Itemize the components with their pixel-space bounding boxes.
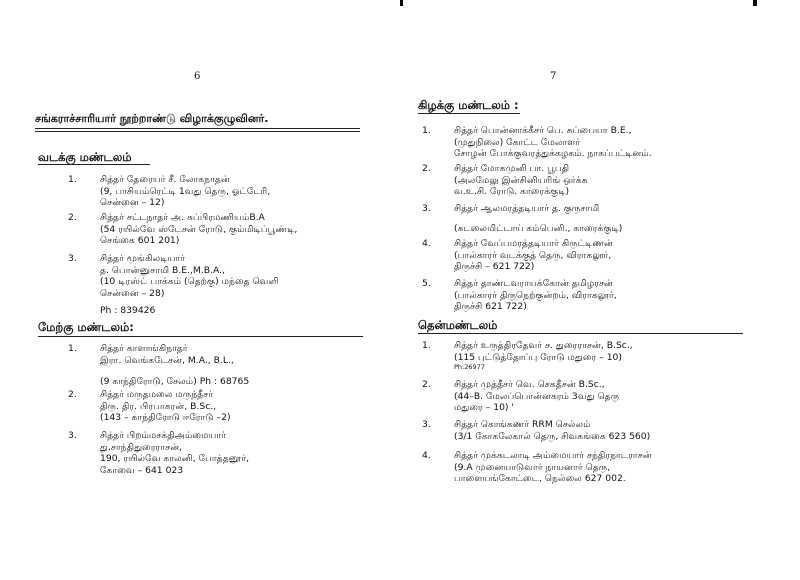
item-line: திருச்சி – 621 722)	[454, 261, 535, 272]
item-line: (54 ரயில்வே ஸ்டேசன் ரோடு, கும்மிடிப்பூண்டி,	[100, 223, 298, 235]
item-number: 1.	[68, 343, 77, 354]
page-number: 6	[194, 71, 201, 82]
section-underline	[418, 333, 743, 334]
item-number: 2.	[68, 389, 77, 400]
item-number: 3.	[422, 419, 431, 430]
page-number: 7	[550, 71, 557, 82]
item-line: சித்தர் மோகமுனி பா. பூபதி	[454, 163, 570, 174]
item-number: 1.	[422, 340, 431, 351]
item-line: சித்தர் முத்தீசர் வெ. செகதீசன் B.Sc.,	[454, 379, 605, 390]
item-line: சென்னை – 12)	[100, 197, 165, 208]
item-line: சித்தர் மூங்கிலடியார்	[100, 253, 186, 264]
item-number: 1.	[68, 174, 77, 185]
item-line: சென்னை – 28)	[100, 287, 165, 299]
item-line: (3/1 கோகலேகால் தெரு, சிவகங்கை 623 560)	[454, 430, 651, 442]
item-line: 190, ரயில்வே காலனி, போத்தனூர்,	[100, 453, 250, 464]
item-line: (முதுநிலை) கோட்ட மேலாளர்	[454, 136, 581, 148]
item-line: சோழன் போக்குவரத்துக்கழகம். நாகப்பட்டினம்.	[454, 148, 652, 159]
item-line: Ph : 839426	[100, 305, 156, 316]
item-number: 3.	[68, 253, 77, 264]
title-underline-bottom	[35, 131, 360, 132]
item-number: 3.	[68, 430, 77, 441]
section-underline	[418, 113, 520, 114]
item-line: (44–B. மேலப்பொன்னகரம் 3வது தெரு	[454, 390, 620, 402]
page-title: சங்கராச்சாரியார் நூற்றாண்டு விழாக்குழுவினர்.	[35, 112, 269, 125]
item-number: 4.	[422, 238, 431, 249]
item-line: சித்தர் தாண்டவராயக்கோன் தமிழரசன்	[454, 278, 613, 289]
item-line: சித்தர் முக்கடலாடி அம்மையார் சந்திரநாடராசன்	[454, 450, 652, 461]
item-line: செங்கை 601 201)	[100, 235, 180, 246]
item-line: சித்தர் சட்டநாதர் அ. சுப்பிரமணியம்B.A	[100, 212, 265, 223]
section-heading-north: வடக்கு மண்டலம்	[38, 150, 132, 164]
section-heading-west: மேற்கு மண்டலம்:	[38, 320, 134, 334]
item-number: 5.	[422, 278, 431, 289]
item-line: பாளையங்கோட்டை, நெல்லை 627 002.	[454, 473, 626, 484]
item-line: கோவை – 641 023	[100, 464, 184, 476]
item-number: 2.	[422, 379, 431, 390]
item-line: த. பொன்னுசாமி B.E.,M.B.A.,	[100, 264, 225, 276]
item-line: (115 புட்டுத்தோப்பு ரோடு மதுரை – 10)	[454, 351, 622, 363]
item-line: இரா. வெங்கடேசன், M.A., B.L.,	[100, 354, 234, 366]
section-underline	[38, 336, 363, 337]
section-heading-south: தென்மண்டலம்	[418, 318, 498, 332]
item-line	[100, 366, 249, 376]
section-heading-east: கிழக்கு மண்டலம் :	[418, 98, 519, 112]
item-number: 2.	[422, 163, 431, 174]
section-underline	[38, 164, 150, 165]
item-line: (கடலைமிட்டாய் கம்பெனி., காரைக்குடி)	[454, 222, 623, 234]
item-line: (பால்காரர் திருநெற்குன்றம், விராகலூர்,	[454, 289, 617, 301]
item-line: (9, பாசியம்ரெட்டி 1வது தெரு, ஓட்டேரி,	[100, 185, 271, 197]
scan-mark	[400, 0, 403, 6]
item-line: சித்தர் உருத்திரதேவர் ச. துரைராசன், B.Sc.,	[454, 340, 633, 351]
item-line	[454, 215, 622, 223]
item-line: சித்தர் வேப்பமரத்தடியார் கிருட்டிணன்	[454, 238, 613, 249]
item-line: சித்தர் மருதமலை மருந்தீசர்	[100, 389, 214, 400]
item-line: (10 டிரஸ்ட் பாக்கம் (தெற்கு) மந்தை வெளி	[100, 276, 279, 287]
scan-mark	[753, 0, 757, 6]
item-line: சித்தர் கொங்கணர் RRM செல்லம்	[454, 419, 591, 430]
item-line: (பால்காரர் வடக்குத் தெரு, விராகலூர்,	[454, 249, 612, 261]
right-page	[400, 0, 800, 580]
item-line: (அலமேலு இன்சினியரிங் ஒர்க்சு	[454, 174, 588, 186]
item-number: 2.	[68, 212, 77, 223]
item-line: சித்தர் தேரையர் சீ. லோகநாதன்	[100, 174, 230, 185]
item-line: (9.A முனையாடுவார் நாயனார் தெரு,	[454, 461, 611, 473]
item-line: (9 காந்திரோடு, சேலம்) Ph : 68765	[100, 376, 250, 387]
item-line: சித்தர் ஆலமரத்தடியார் த. குருசாமி	[454, 203, 600, 214]
item-line: சித்தர் பிறம்மசக்திஅம்மையார்	[100, 430, 226, 441]
item-number: 3.	[422, 203, 431, 214]
item-line: திருச்சி 621 722)	[454, 301, 527, 312]
item-number: 4.	[422, 450, 431, 461]
item-line: சித்தர் காளாங்கிநாதர்	[100, 343, 188, 354]
item-line: வ.உ.சி. ரோடு. காரைக்குடி)	[454, 186, 570, 197]
item-number: 1.	[422, 125, 431, 136]
item-line: Ph:26977	[454, 363, 485, 371]
item-line: (143 – காந்திரோடு ஈரோடு –2)	[100, 412, 231, 423]
title-underline-top	[35, 128, 360, 129]
item-line: சித்தர் பொன்னாக்கீசர் பெ. சுப்பையா B.E.,	[454, 125, 632, 136]
item-line: திரு. திர. பிரபாகரன், B.Sc.,	[100, 400, 217, 412]
item-line: மதுரை – 10) '	[454, 402, 514, 413]
item-line: து.சாந்திதுரைராசன்,	[100, 441, 183, 453]
